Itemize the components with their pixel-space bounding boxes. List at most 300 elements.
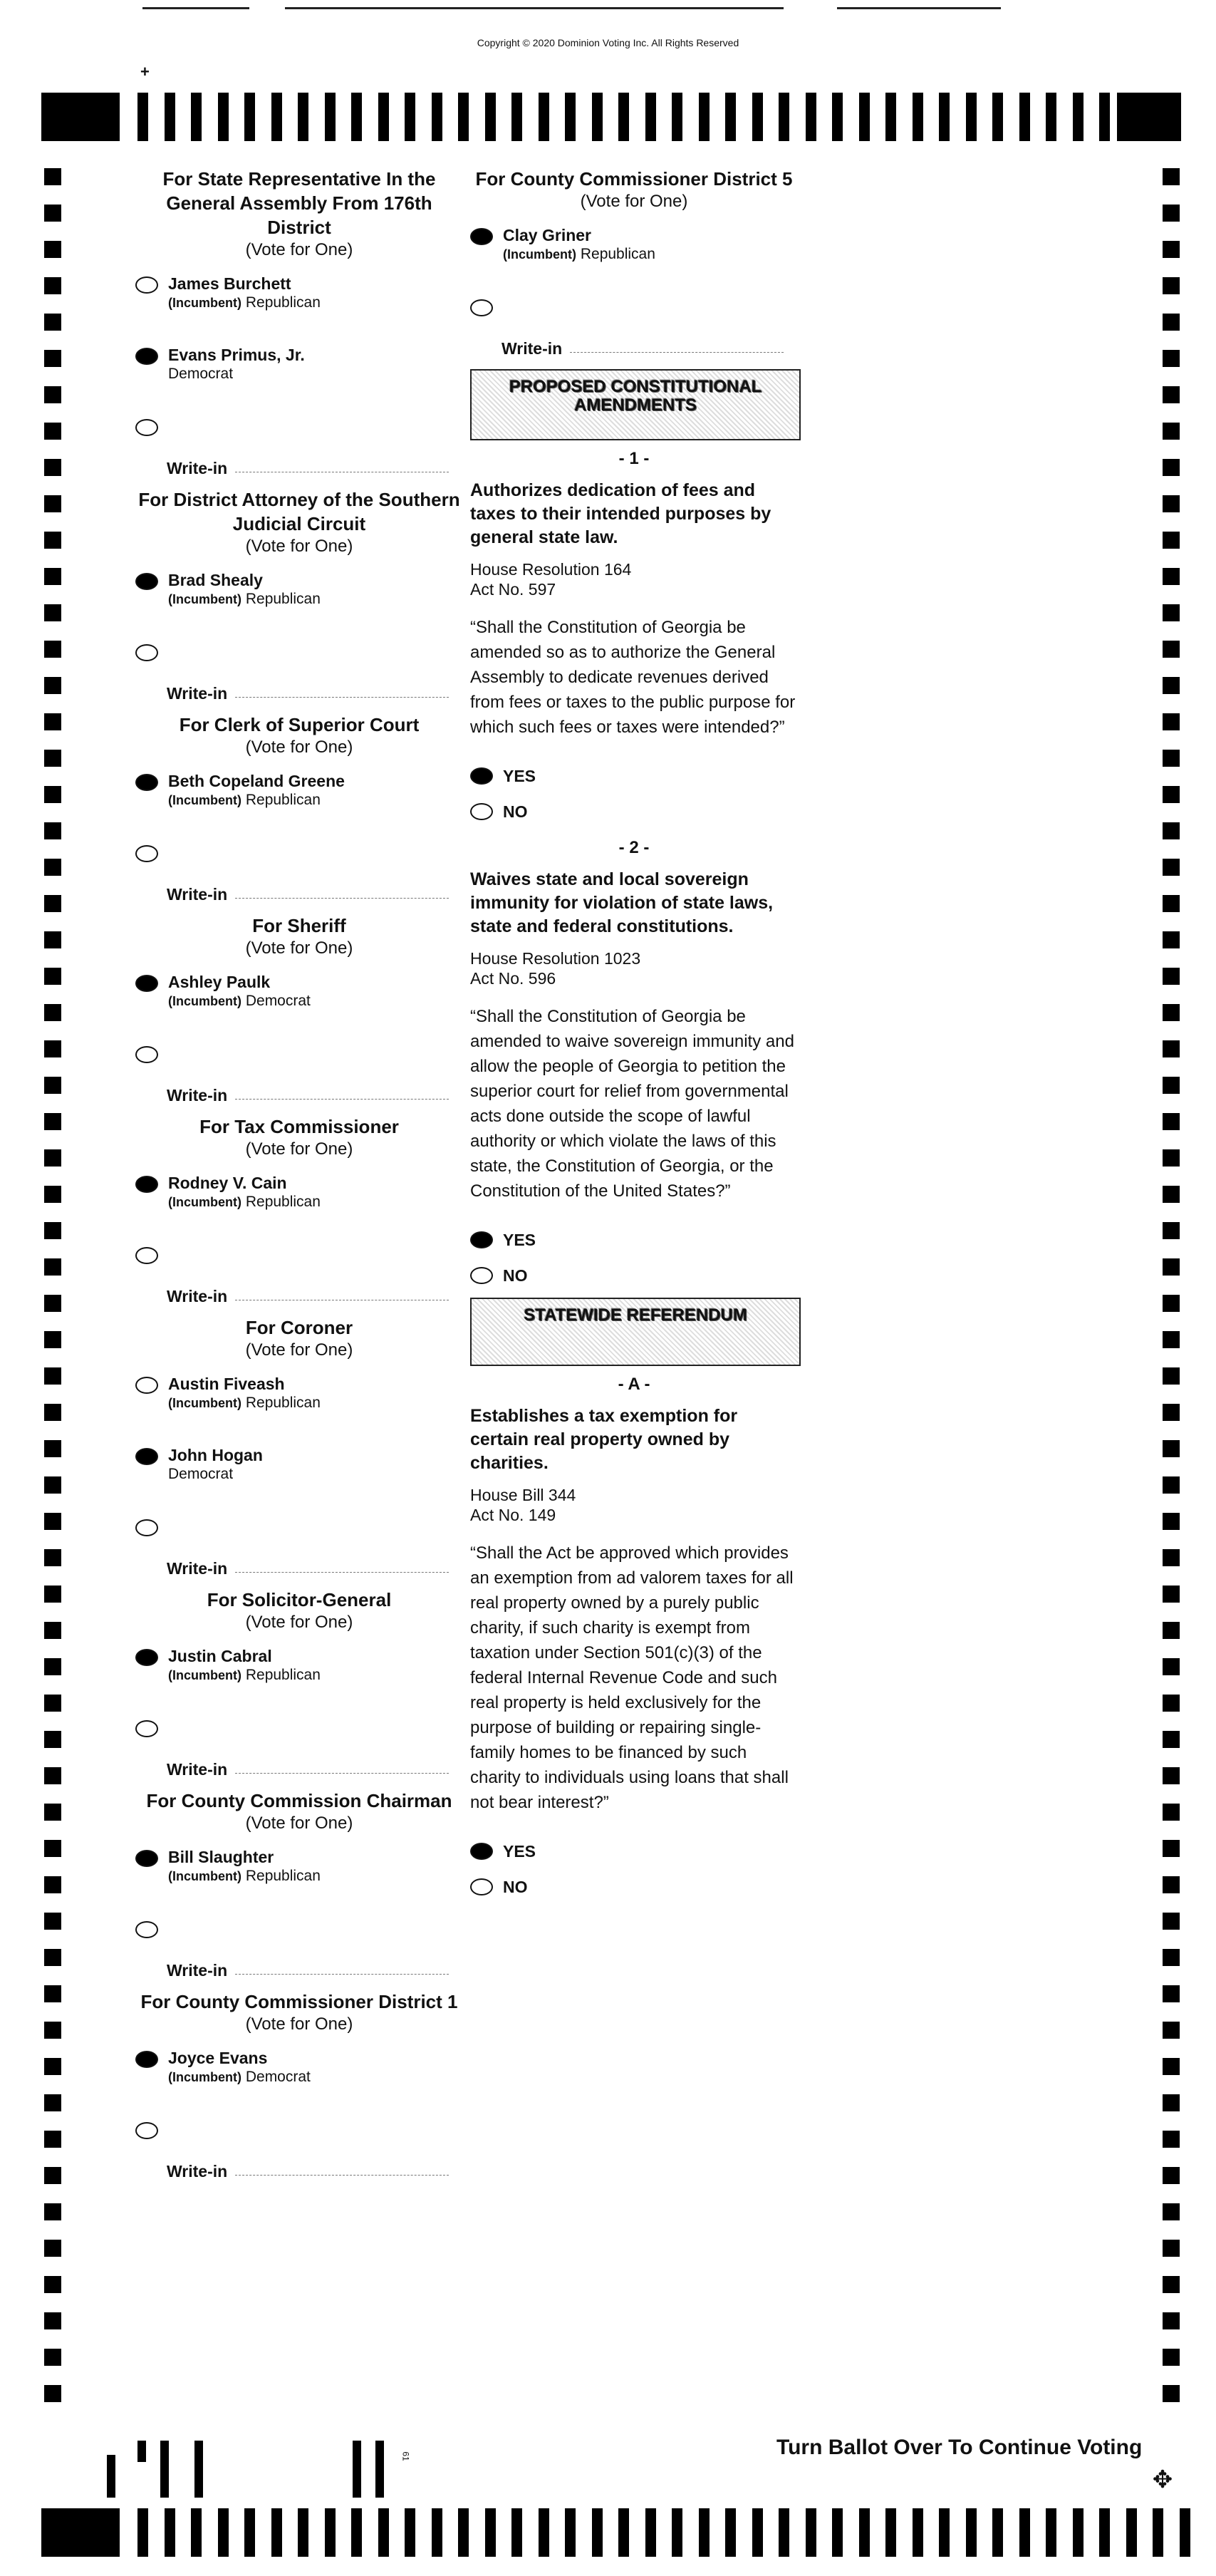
side-timing-mark bbox=[44, 2131, 61, 2148]
candidate-name: Clay Griner bbox=[503, 226, 591, 244]
timing-bar bbox=[378, 93, 389, 141]
race-block bbox=[135, 1789, 463, 1987]
empty-oval[interactable] bbox=[135, 2122, 158, 2139]
candidate-row[interactable] bbox=[135, 2048, 463, 2119]
top-edge-line bbox=[837, 7, 1001, 9]
race-title: For State Representative In the General Assembly From 176th District bbox=[162, 168, 436, 238]
side-timing-mark bbox=[1163, 2349, 1180, 2366]
empty-oval[interactable] bbox=[470, 299, 493, 316]
candidate-info bbox=[168, 345, 305, 383]
write-in-row[interactable] bbox=[135, 1918, 463, 1987]
candidate-row[interactable] bbox=[135, 274, 463, 345]
incumbent-label: (Incumbent) bbox=[168, 1869, 241, 1883]
race-block bbox=[135, 713, 463, 911]
side-timing-mark bbox=[44, 2349, 61, 2366]
side-timing-mark bbox=[1163, 241, 1180, 258]
side-timing-mark bbox=[44, 241, 61, 258]
timing-bar bbox=[165, 2508, 175, 2557]
side-timing-mark bbox=[1163, 1367, 1180, 1385]
timing-bar bbox=[485, 2508, 496, 2557]
candidate-party bbox=[168, 1465, 263, 1484]
filled-oval[interactable] bbox=[470, 1843, 493, 1860]
top-edge-line bbox=[285, 7, 784, 9]
side-timing-mark bbox=[44, 641, 61, 658]
write-in-row[interactable] bbox=[135, 1244, 463, 1313]
write-in-label: Write-in bbox=[167, 2162, 228, 2181]
side-timing-mark bbox=[1163, 568, 1180, 585]
empty-oval[interactable] bbox=[135, 1046, 158, 1063]
side-timing-mark bbox=[44, 2312, 61, 2329]
timing-bar bbox=[1046, 93, 1056, 141]
side-timing-mark bbox=[1163, 386, 1180, 403]
write-in-line[interactable] bbox=[570, 352, 784, 353]
turn-ballot-over-notice: Turn Ballot Over To Continue Voting bbox=[776, 2436, 1143, 2459]
timing-bar bbox=[325, 93, 336, 141]
side-timing-mark bbox=[44, 750, 61, 767]
side-timing-mark bbox=[1163, 1113, 1180, 1130]
side-timing-mark bbox=[44, 1186, 61, 1203]
race-title: For Tax Commissioner bbox=[199, 1116, 399, 1137]
timing-bar bbox=[137, 2508, 148, 2557]
answer-no[interactable] bbox=[470, 1258, 798, 1293]
candidate-info bbox=[168, 2048, 311, 2086]
side-timing-mark bbox=[44, 1622, 61, 1639]
side-timing-mark bbox=[1163, 1731, 1180, 1748]
timing-bar bbox=[271, 2508, 282, 2557]
timing-bar bbox=[752, 93, 763, 141]
timing-bar bbox=[565, 2508, 576, 2557]
empty-oval[interactable] bbox=[135, 1519, 158, 1536]
filled-oval[interactable] bbox=[470, 767, 493, 785]
timing-bar bbox=[325, 2508, 336, 2557]
timing-bar bbox=[672, 2508, 682, 2557]
side-timing-mark bbox=[1163, 750, 1180, 767]
timing-bar bbox=[992, 2508, 1003, 2557]
write-in-row[interactable] bbox=[135, 1717, 463, 1786]
write-in-row[interactable] bbox=[135, 1516, 463, 1585]
race-county-commissioner-district-5 bbox=[470, 167, 798, 365]
side-timing-mark bbox=[44, 2240, 61, 2257]
empty-oval[interactable] bbox=[135, 1720, 158, 1737]
filled-oval[interactable] bbox=[135, 975, 158, 992]
candidate-name: John Hogan bbox=[168, 1446, 263, 1464]
answer-label: YES bbox=[503, 1230, 536, 1249]
race-title: For County Commissioner District 5 bbox=[475, 168, 793, 190]
filled-oval[interactable] bbox=[135, 1850, 158, 1867]
side-timing-mark bbox=[1163, 822, 1180, 839]
filled-oval[interactable] bbox=[470, 1231, 493, 1248]
question-ref-1: House Resolution 1023 bbox=[470, 949, 641, 968]
candidate-info bbox=[168, 274, 321, 312]
referendum-banner bbox=[470, 1298, 801, 1366]
candidate-name: James Burchett bbox=[168, 274, 291, 293]
side-timing-mark bbox=[1163, 713, 1180, 730]
incumbent-label: (Incumbent) bbox=[168, 1195, 241, 1209]
side-timing-mark bbox=[1163, 1149, 1180, 1167]
side-timing-mark bbox=[44, 1949, 61, 1966]
write-in-line[interactable] bbox=[235, 2175, 449, 2176]
timing-block bbox=[41, 2508, 120, 2557]
filled-oval[interactable] bbox=[135, 1176, 158, 1193]
filled-oval[interactable] bbox=[135, 573, 158, 590]
empty-oval[interactable] bbox=[135, 845, 158, 862]
timing-bar bbox=[885, 93, 896, 141]
timing-bar bbox=[1180, 2508, 1190, 2557]
question-ref-2: Act No. 596 bbox=[470, 969, 556, 988]
write-in-label: Write-in bbox=[167, 1559, 228, 1578]
side-timing-mark bbox=[44, 2058, 61, 2075]
side-timing-mark bbox=[44, 1840, 61, 1857]
filled-oval[interactable] bbox=[135, 1448, 158, 1465]
question-title: Waives state and local sovereign immunity for violation of state laws, state and federal constitutions. bbox=[470, 869, 774, 936]
empty-oval[interactable] bbox=[135, 644, 158, 661]
side-timing-mark bbox=[1163, 895, 1180, 912]
top-edge-line bbox=[142, 7, 249, 9]
candidate-info bbox=[168, 771, 345, 809]
amendments-banner-text: PROPOSED CONSTITUTIONAL AMENDMENTS bbox=[509, 377, 762, 415]
race-instructions: (Vote for One) bbox=[245, 537, 353, 556]
timing-bar bbox=[806, 93, 816, 141]
empty-oval[interactable] bbox=[470, 1878, 493, 1895]
side-timing-mark bbox=[1163, 495, 1180, 512]
question-number: - 2 - bbox=[618, 838, 650, 857]
empty-oval[interactable] bbox=[135, 1921, 158, 1938]
side-timing-mark bbox=[1163, 1549, 1180, 1566]
side-timing-mark bbox=[44, 1295, 61, 1312]
side-timing-mark bbox=[44, 1367, 61, 1385]
side-timing-mark bbox=[1163, 1077, 1180, 1094]
race-title: For Clerk of Superior Court bbox=[179, 714, 420, 735]
candidate-row[interactable] bbox=[135, 1173, 463, 1244]
side-timing-mark bbox=[44, 1549, 61, 1566]
side-timing-mark bbox=[1163, 168, 1180, 185]
side-timing-mark bbox=[44, 1222, 61, 1239]
side-timing-mark bbox=[44, 1476, 61, 1494]
race-title: For County Commissioner District 1 bbox=[140, 1991, 458, 2012]
timing-bar bbox=[752, 2508, 763, 2557]
write-in-row[interactable] bbox=[135, 641, 463, 710]
party-label: Republican bbox=[245, 792, 321, 808]
side-timing-mark bbox=[44, 459, 61, 476]
question-reference bbox=[470, 948, 798, 988]
candidate-name: Justin Cabral bbox=[168, 1647, 272, 1665]
timing-bar bbox=[511, 2508, 522, 2557]
side-timing-mark bbox=[1163, 677, 1180, 694]
side-timing-mark bbox=[1163, 2385, 1180, 2402]
empty-oval[interactable] bbox=[135, 419, 158, 436]
side-timing-mark bbox=[44, 568, 61, 585]
candidate-party bbox=[168, 992, 311, 1010]
timing-bar bbox=[859, 2508, 870, 2557]
filled-oval[interactable] bbox=[135, 2051, 158, 2068]
side-timing-mark bbox=[44, 1040, 61, 1057]
side-timing-mark bbox=[1163, 1804, 1180, 1821]
side-timing-mark bbox=[44, 786, 61, 803]
write-in-label: Write-in bbox=[167, 1760, 228, 1779]
timing-bar bbox=[458, 2508, 469, 2557]
race-instructions: (Vote for One) bbox=[245, 1139, 353, 1159]
empty-oval[interactable] bbox=[135, 276, 158, 294]
candidate-party bbox=[168, 1193, 321, 1211]
candidate-party bbox=[168, 294, 321, 312]
timing-bar bbox=[1019, 93, 1030, 141]
timing-bar bbox=[966, 93, 977, 141]
write-in-row[interactable] bbox=[135, 1043, 463, 1112]
candidate-row[interactable] bbox=[135, 345, 463, 416]
timing-bar bbox=[1019, 2508, 1030, 2557]
timing-bar bbox=[779, 2508, 789, 2557]
race-instructions: (Vote for One) bbox=[245, 738, 353, 757]
timing-bar bbox=[351, 93, 362, 141]
side-timing-mark bbox=[1163, 2022, 1180, 2039]
candidate-row[interactable] bbox=[135, 771, 463, 842]
timing-bar bbox=[592, 93, 603, 141]
side-timing-mark bbox=[1163, 604, 1180, 621]
party-label: Republican bbox=[245, 294, 321, 311]
side-timing-mark bbox=[1163, 532, 1180, 549]
side-timing-mark bbox=[1163, 1586, 1180, 1603]
timing-bar bbox=[832, 93, 843, 141]
race-block bbox=[135, 1114, 463, 1313]
timing-bar bbox=[645, 2508, 656, 2557]
side-timing-mark bbox=[44, 2276, 61, 2293]
answer-label: NO bbox=[503, 1266, 528, 1285]
candidate-party bbox=[168, 1867, 321, 1886]
candidate-info bbox=[168, 1173, 321, 1211]
timing-bar bbox=[618, 93, 629, 141]
write-in-row[interactable] bbox=[135, 416, 463, 485]
side-timing-mark bbox=[1163, 1440, 1180, 1457]
answer-no[interactable] bbox=[470, 1869, 798, 1905]
side-timing-mark bbox=[1163, 1331, 1180, 1348]
answer-yes[interactable] bbox=[470, 1222, 798, 1258]
filled-oval[interactable] bbox=[135, 774, 158, 791]
side-timing-mark bbox=[1163, 2131, 1180, 2148]
candidate-info bbox=[503, 225, 655, 264]
candidate-row[interactable] bbox=[470, 225, 798, 296]
side-timing-mark bbox=[1163, 1513, 1180, 1530]
party-label: Republican bbox=[245, 591, 321, 607]
side-timing-mark bbox=[44, 1513, 61, 1530]
timing-bar bbox=[806, 2508, 816, 2557]
candidate-row[interactable] bbox=[135, 1445, 463, 1516]
question-ref-1: House Bill 344 bbox=[470, 1486, 576, 1504]
registration-plus-mark: + bbox=[140, 63, 150, 81]
question-ref-2: Act No. 149 bbox=[470, 1506, 556, 1524]
timing-bar bbox=[1073, 2508, 1084, 2557]
timing-block bbox=[1117, 93, 1181, 141]
side-timing-mark bbox=[1163, 1404, 1180, 1421]
candidate-info bbox=[168, 570, 321, 609]
timing-bar bbox=[725, 93, 736, 141]
race-instructions: (Vote for One) bbox=[580, 192, 688, 211]
candidate-party bbox=[168, 791, 345, 809]
timing-bar bbox=[645, 93, 656, 141]
timing-bar bbox=[699, 93, 710, 141]
side-timing-mark bbox=[1163, 1695, 1180, 1712]
timing-bar bbox=[405, 2508, 415, 2557]
party-label: Democrat bbox=[245, 2069, 311, 2085]
bottom-timing-marks bbox=[41, 2508, 1181, 2557]
race-block bbox=[135, 914, 463, 1112]
race-block bbox=[135, 487, 463, 710]
timing-bar bbox=[539, 93, 549, 141]
timing-bar bbox=[539, 2508, 549, 2557]
race-block bbox=[135, 1588, 463, 1786]
incumbent-label: (Incumbent) bbox=[168, 592, 241, 606]
race-instructions: (Vote for One) bbox=[245, 1340, 353, 1360]
side-timing-mark bbox=[1163, 1840, 1180, 1857]
side-timing-mark bbox=[1163, 1949, 1180, 1966]
empty-oval[interactable] bbox=[135, 1377, 158, 1394]
side-timing-mark bbox=[44, 168, 61, 185]
side-timing-mark bbox=[44, 2385, 61, 2402]
party-label: Democrat bbox=[168, 1466, 234, 1482]
side-timing-mark bbox=[44, 350, 61, 367]
write-in-label: Write-in bbox=[167, 1287, 228, 1305]
timing-bar bbox=[458, 93, 469, 141]
empty-oval[interactable] bbox=[135, 1247, 158, 1264]
race-title: For Solicitor-General bbox=[207, 1589, 392, 1610]
candidate-party bbox=[168, 1666, 321, 1685]
candidate-name: Joyce Evans bbox=[168, 2049, 268, 2067]
side-timing-mark bbox=[1163, 2058, 1180, 2075]
side-timing-mark bbox=[1163, 423, 1180, 440]
race-block bbox=[135, 167, 463, 485]
empty-oval[interactable] bbox=[470, 803, 493, 820]
candidate-row[interactable] bbox=[135, 1847, 463, 1918]
answer-label: NO bbox=[503, 802, 528, 821]
candidate-row[interactable] bbox=[135, 1646, 463, 1717]
crosshair-icon: ✥ bbox=[1152, 2466, 1173, 2493]
write-in-label: Write-in bbox=[167, 885, 228, 904]
candidate-name: Brad Shealy bbox=[168, 571, 263, 589]
side-timing-mark bbox=[1163, 1476, 1180, 1494]
write-in-row[interactable] bbox=[470, 296, 798, 365]
answer-yes[interactable] bbox=[470, 1833, 798, 1869]
question-text: “Shall the Act be approved which provides an exemption from ad valorem taxes for all real property owned by a purely public charity, if such charity is exempt from taxation under Section 501(c)(3) of the federal Internal Revenue Code and such real property is held exclusively for the purpose of building or repairing single-family homes to be financed by such charity to individuals using loans that shall not bear interest?” bbox=[470, 1543, 794, 1812]
side-timing-mark bbox=[44, 931, 61, 948]
timing-bar bbox=[939, 2508, 950, 2557]
side-timing-mark bbox=[1163, 2312, 1180, 2329]
timing-bar bbox=[1073, 93, 1084, 141]
side-timing-mark bbox=[1163, 2094, 1180, 2111]
side-timing-mark bbox=[1163, 641, 1180, 658]
question-text: “Shall the Constitution of Georgia be amended so as to authorize the General Assembly to dedicate revenues derived from fees or taxes to the public purpose for which such fees or taxes were intended?” bbox=[470, 618, 796, 737]
side-timing-mark bbox=[1163, 2203, 1180, 2220]
incumbent-label: (Incumbent) bbox=[168, 296, 241, 310]
write-in-line[interactable] bbox=[235, 1572, 449, 1573]
timing-bar bbox=[779, 93, 789, 141]
timing-bar bbox=[405, 93, 415, 141]
write-in-line[interactable] bbox=[235, 1099, 449, 1100]
timing-bar bbox=[939, 93, 950, 141]
right-timing-marks bbox=[1163, 168, 1180, 2421]
side-timing-mark bbox=[1163, 931, 1180, 948]
timing-bar bbox=[218, 93, 229, 141]
incumbent-label: (Incumbent) bbox=[168, 793, 241, 807]
filled-oval[interactable] bbox=[135, 1649, 158, 1666]
side-timing-mark bbox=[44, 677, 61, 694]
side-timing-mark bbox=[44, 1258, 61, 1276]
sheet-code: 61 bbox=[400, 2451, 411, 2461]
side-timing-mark bbox=[44, 604, 61, 621]
candidate-party bbox=[168, 365, 305, 383]
filled-oval[interactable] bbox=[135, 348, 158, 365]
empty-oval[interactable] bbox=[470, 1267, 493, 1284]
side-timing-mark bbox=[1163, 1913, 1180, 1930]
side-timing-mark bbox=[1163, 2276, 1180, 2293]
side-timing-mark bbox=[1163, 859, 1180, 876]
incumbent-label: (Incumbent) bbox=[168, 994, 241, 1008]
side-timing-mark bbox=[44, 423, 61, 440]
filled-oval[interactable] bbox=[470, 228, 493, 245]
candidate-row[interactable] bbox=[135, 570, 463, 641]
side-timing-mark bbox=[44, 1077, 61, 1094]
write-in-row[interactable] bbox=[135, 842, 463, 911]
answer-no[interactable] bbox=[470, 794, 798, 829]
side-timing-mark bbox=[44, 1404, 61, 1421]
race-title: For Sheriff bbox=[252, 915, 346, 936]
write-in-row[interactable] bbox=[135, 2119, 463, 2188]
timing-bar bbox=[1126, 2508, 1137, 2557]
timing-bar bbox=[992, 93, 1003, 141]
question-text: “Shall the Constitution of Georgia be amended to waive sovereign immunity and allow the people of Georgia to petition the superior court for relief from governmental acts done outside the scope of lawful authority or which violate the laws of this state, the Constitution of Georgia, or the Constitution of the United States?” bbox=[470, 1007, 794, 1201]
answer-yes[interactable] bbox=[470, 758, 798, 794]
write-in-line[interactable] bbox=[235, 1974, 449, 1975]
party-label: Republican bbox=[245, 1667, 321, 1683]
write-in-line[interactable] bbox=[235, 898, 449, 899]
side-timing-mark bbox=[44, 1876, 61, 1893]
race-title: For County Commission Chairman bbox=[146, 1790, 452, 1811]
race-instructions: (Vote for One) bbox=[245, 938, 353, 958]
race-title: For Coroner bbox=[245, 1317, 353, 1338]
candidate-name: Bill Slaughter bbox=[168, 1848, 274, 1866]
candidate-name: Austin Fiveash bbox=[168, 1375, 285, 1393]
timing-bar bbox=[298, 93, 308, 141]
question-reference bbox=[470, 559, 798, 599]
side-timing-mark bbox=[44, 1004, 61, 1021]
amendment-block bbox=[470, 449, 798, 829]
side-timing-mark bbox=[1163, 1222, 1180, 1239]
race-block bbox=[135, 1990, 463, 2188]
side-timing-mark bbox=[1163, 1004, 1180, 1021]
race-instructions: (Vote for One) bbox=[245, 240, 353, 259]
write-in-line[interactable] bbox=[235, 1773, 449, 1774]
side-timing-mark bbox=[44, 1586, 61, 1603]
timing-bar bbox=[511, 93, 522, 141]
candidate-row[interactable] bbox=[135, 972, 463, 1043]
write-in-line[interactable] bbox=[235, 697, 449, 698]
question-number: - 1 - bbox=[618, 449, 650, 468]
side-timing-mark bbox=[44, 895, 61, 912]
party-label: Democrat bbox=[245, 993, 311, 1009]
question-ref-1: House Resolution 164 bbox=[470, 560, 632, 579]
question-number: - A - bbox=[618, 1375, 650, 1394]
side-timing-mark bbox=[1163, 277, 1180, 294]
timing-bar bbox=[485, 93, 496, 141]
candidate-row[interactable] bbox=[135, 1374, 463, 1445]
side-timing-mark bbox=[44, 1695, 61, 1712]
incumbent-label: (Incumbent) bbox=[168, 1668, 241, 1682]
side-timing-mark bbox=[44, 713, 61, 730]
timing-bar bbox=[672, 93, 682, 141]
timing-bar bbox=[271, 93, 282, 141]
side-timing-mark bbox=[1163, 968, 1180, 985]
timing-bar bbox=[191, 93, 202, 141]
timing-bar bbox=[244, 93, 255, 141]
candidate-party bbox=[168, 2068, 311, 2086]
